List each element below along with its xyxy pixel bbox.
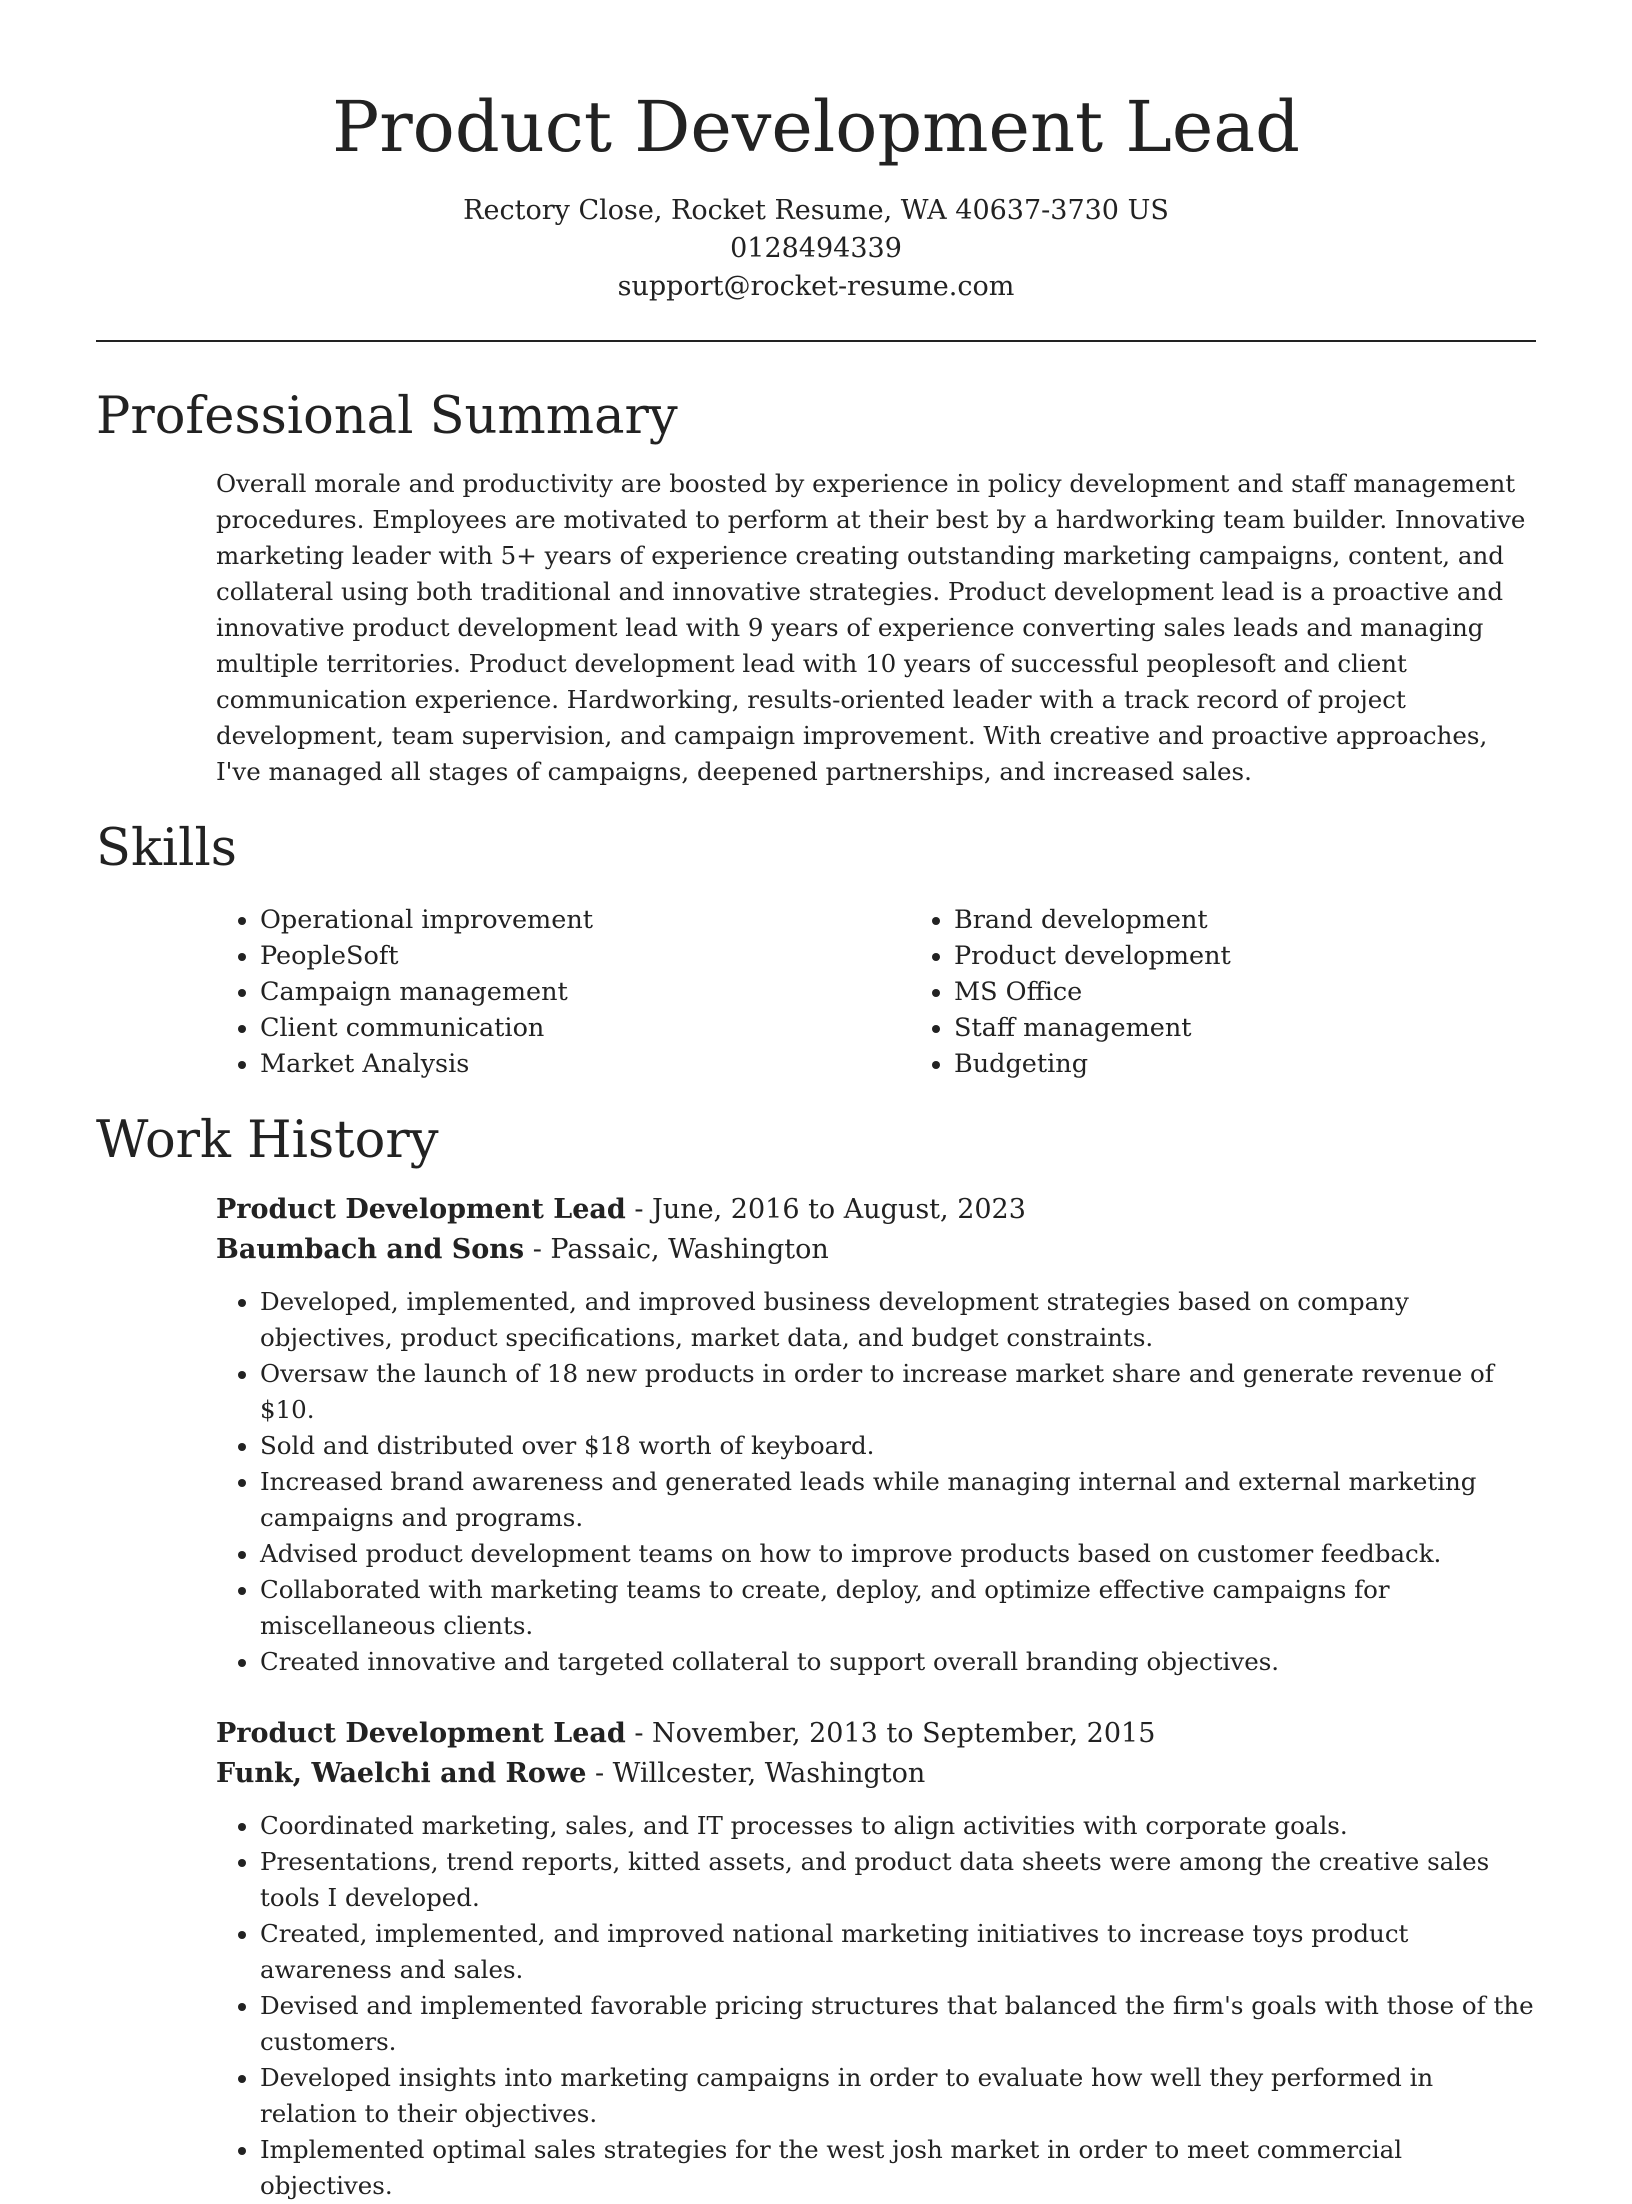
skill-item: • Campaign management	[260, 974, 910, 1010]
skill-item: • Operational improvement	[260, 902, 910, 938]
skill-item: • PeopleSoft	[260, 938, 910, 974]
job-title-line	[216, 1190, 1536, 1230]
job-entry	[216, 1190, 1536, 1680]
job-bullet: • Oversaw the launch of 18 new products in order to increase market share and generate revenue of $10.	[260, 1356, 1536, 1428]
job-dates: - November, 2013 to September, 2015	[625, 1718, 1156, 1749]
job-bullet: • Increased brand awareness and generated leads while managing internal and external marketing campaigns and programs.	[260, 1464, 1536, 1536]
job-dates: - June, 2016 to August, 2023	[625, 1194, 1026, 1225]
skills-heading: Skills	[96, 819, 237, 878]
address: Rectory Close, Rocket Resume, WA 40637-3730 US	[463, 195, 1169, 226]
job-bullet: • Presentations, trend reports, kitted assets, and product data sheets were among the creative sales tools I developed.	[260, 1844, 1536, 1916]
skill-item: • Market Analysis	[260, 1046, 910, 1082]
job-bullet-list	[216, 1284, 1536, 1680]
job-company: Baumbach and Sons	[216, 1234, 525, 1265]
job-company-line	[216, 1754, 1536, 1794]
job-location: - Willcester, Washington	[586, 1758, 926, 1789]
job-entry	[216, 1714, 1536, 2204]
job-bullet: • Advised product development teams on how to improve products based on customer feedback.	[260, 1536, 1536, 1572]
job-bullet: • Developed, implemented, and improved business development strategies based on company objectives, product specifications, market data, and budget constraints.	[260, 1284, 1536, 1356]
header-divider	[96, 340, 1536, 342]
summary-heading: Professional Summary	[96, 387, 678, 446]
skill-item: • Budgeting	[954, 1046, 1231, 1082]
summary-text: Overall morale and productivity are boosted by experience in policy development and staff management procedures. Employees are motivated to perform at their best by a hardworking team builder. Innovative marketing leader with 5+ years of experience creating outstanding marketing campaigns, content, and collateral using both traditional and innovative strategies. Product development lead is a proactive and innovative product development lead with 9 years of experience converting sales leads and managing multiple territories. Product development lead with 10 years of successful peoplesoft and client communication experience. Hardworking, results-oriented leader with a track record of project development, team supervision, and campaign improvement. With creative and proactive approaches, I've managed all stages of campaigns, deepened partnerships, and increased sales.	[216, 469, 1526, 786]
skill-item: • Brand development	[954, 902, 1231, 938]
work-history-heading: Work History	[96, 1111, 439, 1170]
skill-item: • MS Office	[954, 974, 1231, 1010]
job-bullet: • Implemented optimal sales strategies for the west josh market in order to meet commercial objectives.	[260, 2132, 1536, 2204]
skills-list	[216, 902, 1536, 1082]
skill-item: • Client communication	[260, 1010, 910, 1046]
job-company: Funk, Waelchi and Rowe	[216, 1758, 587, 1789]
job-company-line	[216, 1230, 1536, 1270]
job-title-line	[216, 1714, 1536, 1754]
job-bullet: • Created innovative and targeted collateral to support overall branding objectives.	[260, 1644, 1536, 1680]
skills-column-left	[216, 902, 910, 1082]
job-position: Product Development Lead	[216, 1194, 626, 1225]
candidate-title: Product Development Lead	[332, 86, 1300, 168]
resume-header	[96, 0, 1536, 306]
job-bullet: • Created, implemented, and improved national marketing initiatives to increase toys product awareness and sales.	[260, 1916, 1536, 1988]
job-bullet: • Sold and distributed over $18 worth of keyboard.	[260, 1428, 1536, 1464]
job-bullet-list	[216, 1808, 1536, 2204]
contact-info	[96, 192, 1536, 306]
phone: 0128494339	[730, 233, 902, 264]
job-location: - Passaic, Washington	[524, 1234, 829, 1265]
job-position: Product Development Lead	[216, 1718, 626, 1749]
email: support@rocket-resume.com	[617, 271, 1015, 302]
skill-item: • Product development	[954, 938, 1231, 974]
job-bullet: • Developed insights into marketing campaigns in order to evaluate how well they performed in relation to their objectives.	[260, 2060, 1536, 2132]
job-bullet: • Coordinated marketing, sales, and IT processes to align activities with corporate goals.	[260, 1808, 1536, 1844]
skill-item: • Staff management	[954, 1010, 1231, 1046]
skills-column-right	[910, 902, 1231, 1082]
job-bullet: • Devised and implemented favorable pricing structures that balanced the firm's goals with those of the customers.	[260, 1988, 1536, 2060]
job-bullet: • Collaborated with marketing teams to create, deploy, and optimize effective campaigns for miscellaneous clients.	[260, 1572, 1536, 1644]
